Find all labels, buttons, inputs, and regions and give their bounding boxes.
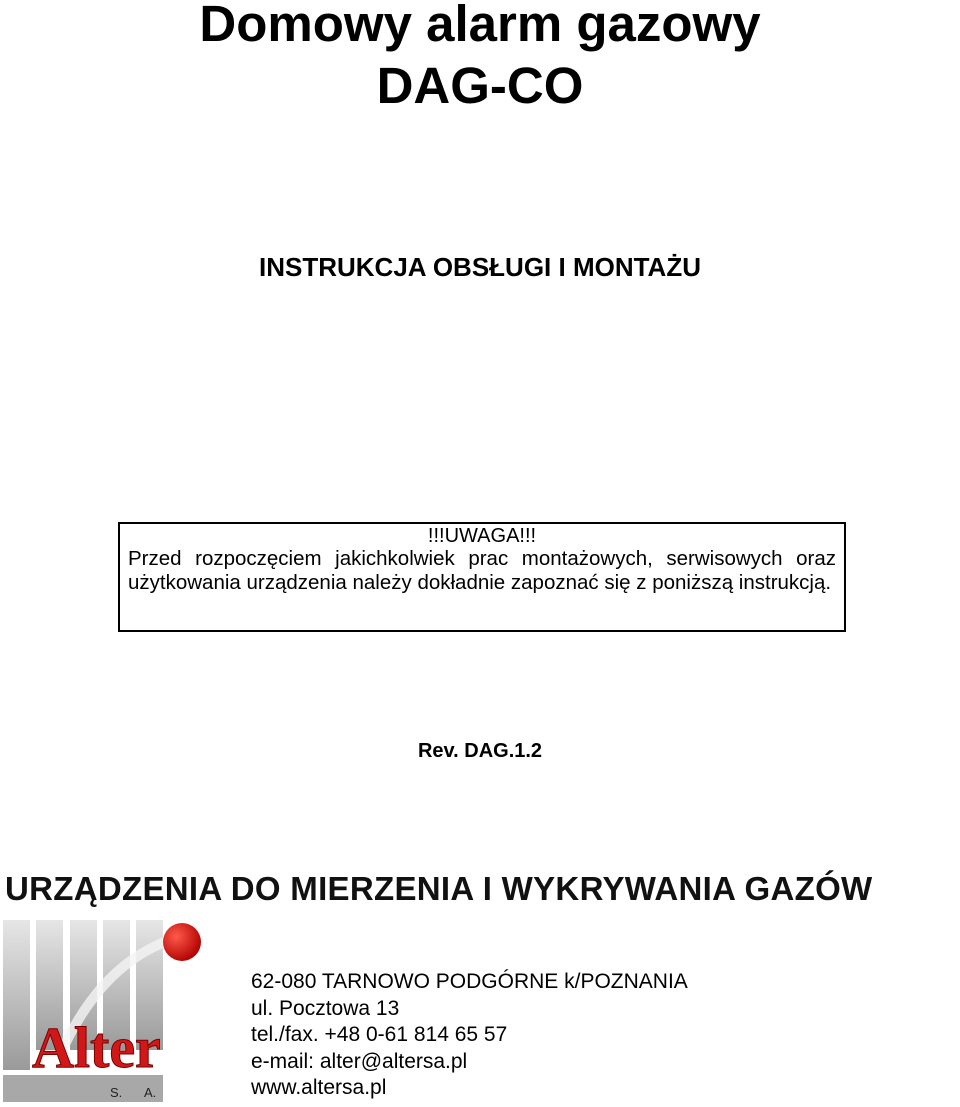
alter-logo-graphic bbox=[0, 915, 210, 1102]
document-title: Domowy alarm gazowy bbox=[199, 0, 761, 52]
company-address bbox=[251, 969, 688, 1102]
svg-text:Alter: Alter bbox=[32, 1015, 161, 1080]
warning-heading: !!!UWAGA!!! bbox=[427, 525, 537, 547]
address-email[interactable]: e-mail: alter@altersa.pl bbox=[251, 1049, 468, 1073]
address-website[interactable]: www.altersa.pl bbox=[251, 1076, 387, 1099]
product-model: DAG-CO bbox=[376, 57, 584, 114]
alter-logo bbox=[0, 915, 210, 1102]
logo-suffix: S. A. bbox=[110, 1085, 157, 1100]
address-phone: tel./fax. +48 0-61 814 65 57 bbox=[251, 1023, 508, 1046]
revision-label: Rev. DAG.1.2 bbox=[417, 740, 543, 762]
address-street: ul. Pocztowa 13 bbox=[251, 996, 400, 1020]
company-tagline: URZĄDZENIA DO MIERZENIA I WYKRYWANIA GAZÓW bbox=[5, 870, 873, 907]
warning-text: Przed rozpoczęciem jakichkolwiek prac montażowych, serwisowych oraz użytkowania urządzenia należy dokładnie zapoznać się z poniższą instrukcją. bbox=[128, 547, 836, 594]
warning-box bbox=[118, 522, 846, 632]
address-line: 62-080 TARNOWO PODGÓRNE k/POZNANIA bbox=[251, 970, 688, 993]
document-subtitle: INSTRUKCJA OBSŁUGI I MONTAŻU bbox=[259, 252, 701, 282]
